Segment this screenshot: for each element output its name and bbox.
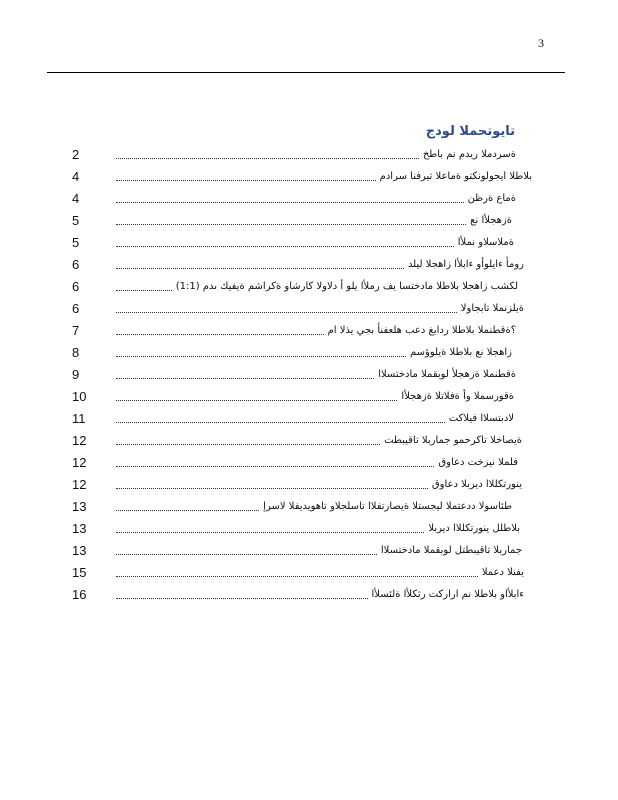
toc-entry[interactable]: [0, 232, 618, 254]
toc-entry[interactable]: [0, 562, 618, 584]
toc-page-number: 6: [72, 257, 80, 272]
toc-page-number: 10: [72, 389, 87, 404]
toc-leader-dots: [116, 488, 428, 489]
toc-entry-text: جماربلا تاقيبطتل لوبقملا مادختسلاا: [380, 545, 522, 556]
toc-entry-text: زاهجلا نع بلاطلا ةيلوؤسم: [410, 347, 512, 358]
toc-entry[interactable]: [0, 496, 618, 518]
toc-leader-dots: [116, 576, 478, 577]
toc-leader-dots: [116, 334, 324, 335]
toc-entry[interactable]: [0, 386, 618, 408]
toc-entry[interactable]: [0, 210, 618, 232]
toc-leader-dots: [116, 312, 457, 313]
toc-entry[interactable]: [0, 342, 618, 364]
toc-page-number: 8: [72, 345, 80, 360]
header-rule: [47, 72, 565, 73]
toc-page-number: 15: [72, 565, 87, 580]
toc-page-number: 13: [72, 521, 87, 536]
toc-page-number: 13: [72, 543, 87, 558]
toc-entry[interactable]: [0, 584, 618, 606]
page-number: 3: [538, 36, 544, 50]
toc-page-number: 5: [72, 213, 80, 228]
toc-leader-dots: [116, 532, 424, 533]
toc-page-number: 12: [72, 455, 87, 470]
toc-entry[interactable]: [0, 166, 618, 188]
toc-page-number: 7: [72, 323, 80, 338]
toc-entry-text: ءابلأاو بلاطلا نم اراركت رثكلأا ةلئسلأا: [371, 589, 524, 600]
toc-entry[interactable]: [0, 430, 618, 452]
toc-page-number: 6: [72, 279, 80, 294]
toc-entry-text: ةملاسلاو نملأا: [457, 237, 514, 248]
toc-page-number: 2: [72, 147, 80, 162]
toc-entry-text: لادبتسلاا فيلاكت: [448, 413, 514, 424]
toc-leader-dots: [116, 444, 380, 445]
toc-leader-dots: [116, 268, 404, 269]
toc-entry-text: ةسردملا ريدم نم باطخ: [422, 149, 516, 160]
toc-entry[interactable]: [0, 320, 618, 342]
toc-leader-dots: [116, 378, 374, 379]
toc-entry[interactable]: [0, 276, 618, 298]
toc-page-number: 12: [72, 477, 87, 492]
toc-entry-text: ينورتكللاا ديربلا دعاوق: [431, 479, 522, 490]
toc-entry[interactable]: [0, 408, 618, 430]
toc-leader-dots: [116, 510, 259, 511]
toc-entry-text: رومأ ءايلوأو ءابلأا زاهجلا ليلد: [407, 259, 524, 270]
toc-leader-dots: [116, 246, 454, 247]
toc-leader-dots: [116, 158, 419, 159]
toc-entry-text: طئاسولا ددعتملا ليجستلا ةيصارتفلاا تاسلجلاو تاهويديفلا لاسرإ: [263, 501, 512, 512]
toc-leader-dots: [116, 202, 464, 203]
toc-entry-text: ةيصاخلا تاكرحمو جماربلا تاقيبطت: [384, 435, 522, 446]
toc-entry-text: ةزهجلأا نع: [470, 215, 512, 226]
toc-page-number: 4: [72, 191, 80, 206]
toc-entry-text: بلاطلا ايجولونكتو ةماعلا تيرفنا سرادم: [379, 171, 532, 182]
toc-entry[interactable]: [0, 298, 618, 320]
toc-leader-dots: [116, 466, 434, 467]
toc-page-number: 11: [72, 411, 86, 426]
toc-page-number: 16: [72, 587, 87, 602]
toc-page-number: 5: [72, 235, 80, 250]
toc-entry[interactable]: [0, 144, 618, 166]
toc-entry-text: ةماع ةرظن: [467, 193, 516, 204]
toc-leader-dots: [116, 356, 406, 357]
toc-entry-text: لكشب زاهجلا بلاطلا مادختسا يف رملأا يلو أ دلاولا كارشاو ةكراشم ةيفيك ىدم (1:1): [175, 281, 518, 292]
toc-leader-dots: [116, 290, 172, 291]
toc-page-number: 13: [72, 499, 87, 514]
toc-entry-text: ؟ةقطنملا بلاطلا ردابغ دعب هلعفنأ بجي يذلا ام: [327, 325, 516, 336]
toc-entry[interactable]: [0, 518, 618, 540]
toc-entry-text: ةيلزنملا تابجاولا: [460, 303, 524, 314]
toc-entry-text: بلاطلل ينورتكللاا ديربلا: [428, 523, 520, 534]
toc-entry[interactable]: [0, 474, 618, 496]
toc-leader-dots: [116, 422, 445, 423]
toc-entry-text: فلملا نيزخت دعاوق: [438, 457, 518, 468]
toc-page-number: 6: [72, 301, 80, 316]
toc-entry[interactable]: [0, 254, 618, 276]
toc-entry-text: ةقورسملا وأ ةفلاتلا ةزهجلأا: [401, 391, 514, 402]
toc-title: تايوتحملا لودج: [425, 124, 515, 139]
toc-entry-text: يفنلا دعملا: [481, 567, 524, 578]
toc-leader-dots: [116, 598, 368, 599]
toc-page-number: 4: [72, 169, 80, 184]
toc-entry[interactable]: [0, 188, 618, 210]
toc-leader-dots: [116, 180, 376, 181]
toc-leader-dots: [116, 400, 397, 401]
toc-leader-dots: [116, 224, 466, 225]
toc-entry-text: ةقطنملا ةزهجلأ لوبقملا مادختسلاا: [378, 369, 516, 380]
toc-entry[interactable]: [0, 452, 618, 474]
toc-entry[interactable]: [0, 364, 618, 386]
toc-page-number: 9: [72, 367, 80, 382]
toc-entry[interactable]: [0, 540, 618, 562]
toc-page-number: 12: [72, 433, 87, 448]
toc-leader-dots: [116, 554, 377, 555]
